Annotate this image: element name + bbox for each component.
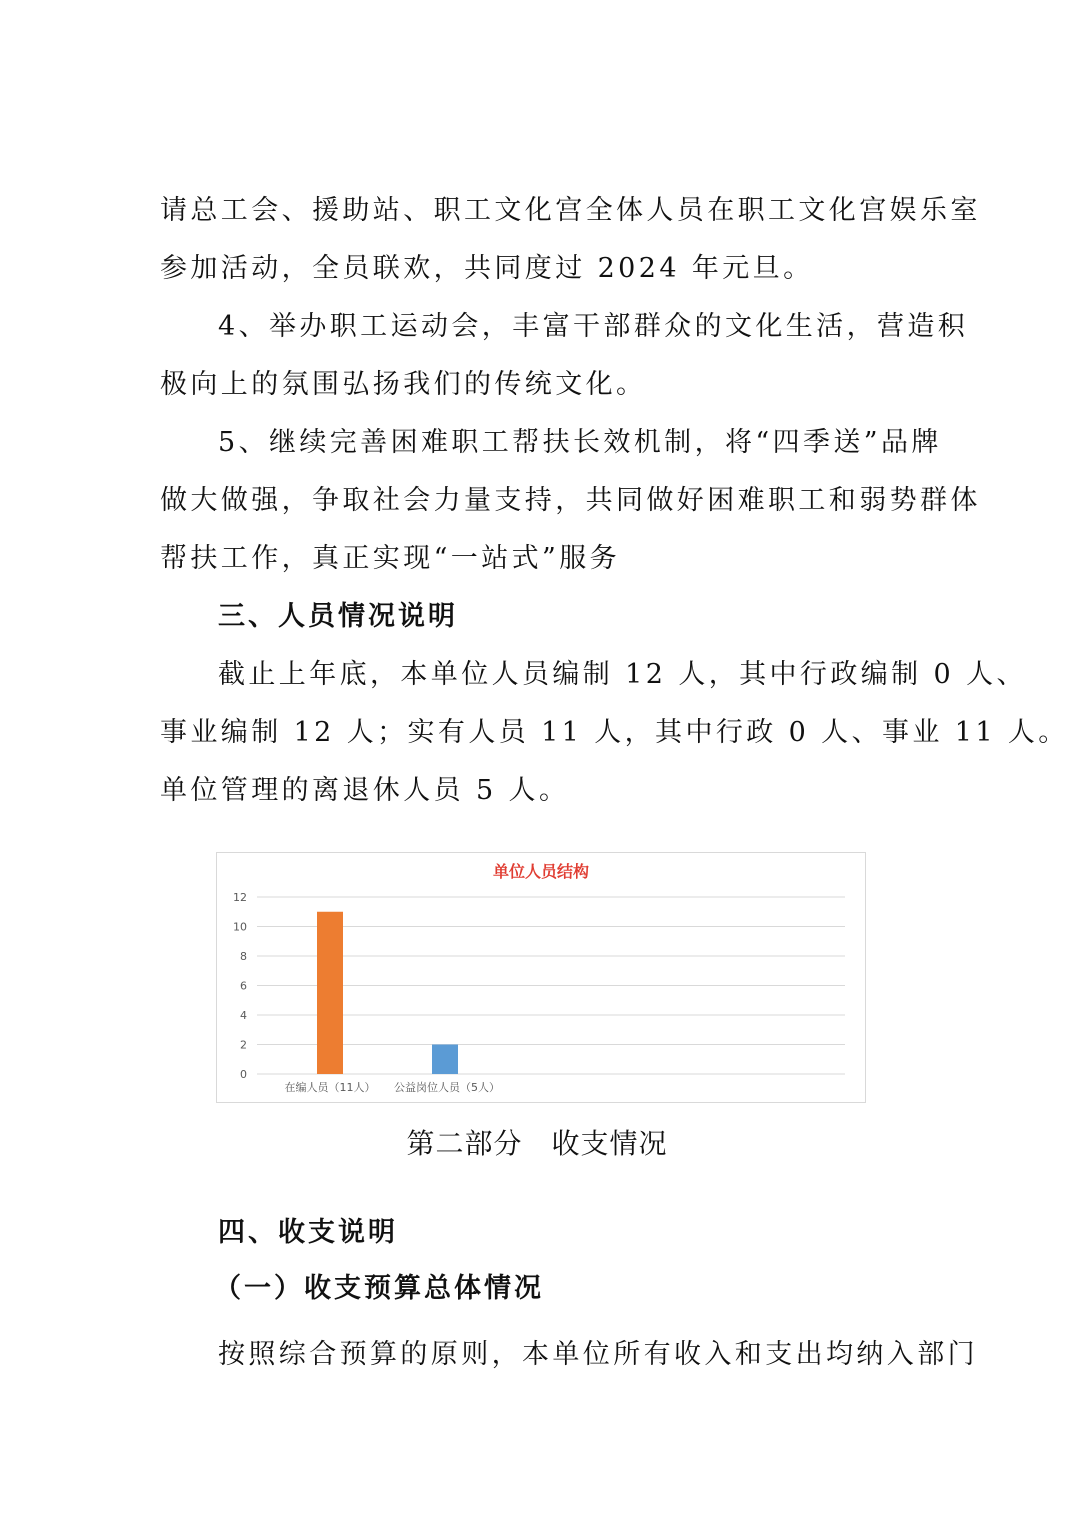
paragraph-line: 参加活动，全员联欢，共同度过 2024 年元旦。 <box>160 253 814 284</box>
paragraph-line: 截止上年底，本单位人员编制 12 人，其中行政编制 0 人、 <box>218 659 1027 690</box>
paragraph-line: 按照综合预算的原则，本单位所有收入和支出均纳入部门 <box>218 1339 978 1370</box>
paragraph-line: 极向上的氛围弘扬我们的传统文化。 <box>160 369 647 400</box>
x-category-label: 公益岗位人员（5人） <box>394 1081 500 1094</box>
y-tick-label: 10 <box>233 920 247 934</box>
paragraph-line: 请总工会、援助站、职工文化宫全体人员在职工文化宫娱乐室 <box>160 195 981 226</box>
paragraph-line: 事业编制 12 人；实有人员 11 人，其中行政 0 人、事业 11 人。 <box>160 717 1069 748</box>
y-tick-label: 6 <box>240 979 247 993</box>
y-tick-label: 0 <box>240 1068 247 1081</box>
bar-2 <box>432 1045 458 1075</box>
subsection-heading: （一）收支预算总体情况 <box>214 1273 544 1304</box>
part-title: 第二部分 收支情况 <box>406 1127 668 1160</box>
section-heading: 四、收支说明 <box>218 1217 398 1248</box>
y-tick-label: 8 <box>240 950 247 963</box>
y-tick-label: 12 <box>233 891 247 904</box>
staff-structure-chart <box>216 852 866 1103</box>
bar-1 <box>317 912 343 1074</box>
chart-title: 单位人员结构 <box>492 862 590 881</box>
y-tick-label: 4 <box>240 1009 247 1022</box>
x-category-label: 在编人员（11人） <box>284 1081 376 1094</box>
paragraph-line: 5、继续完善困难职工帮扶长效机制，将“四季送”品牌 <box>218 427 942 458</box>
paragraph-line: 4、举办职工运动会，丰富干部群众的文化生活，营造积 <box>218 311 969 342</box>
y-tick-label: 2 <box>240 1038 247 1052</box>
chart-canvas <box>217 853 865 1102</box>
paragraph-line: 做大做强，争取社会力量支持，共同做好困难职工和弱势群体 <box>160 485 981 516</box>
section-heading: 三、人员情况说明 <box>218 601 458 632</box>
paragraph-line: 帮扶工作，真正实现“一站式”服务 <box>160 543 621 574</box>
paragraph-line: 单位管理的离退休人员 5 人。 <box>160 775 570 806</box>
